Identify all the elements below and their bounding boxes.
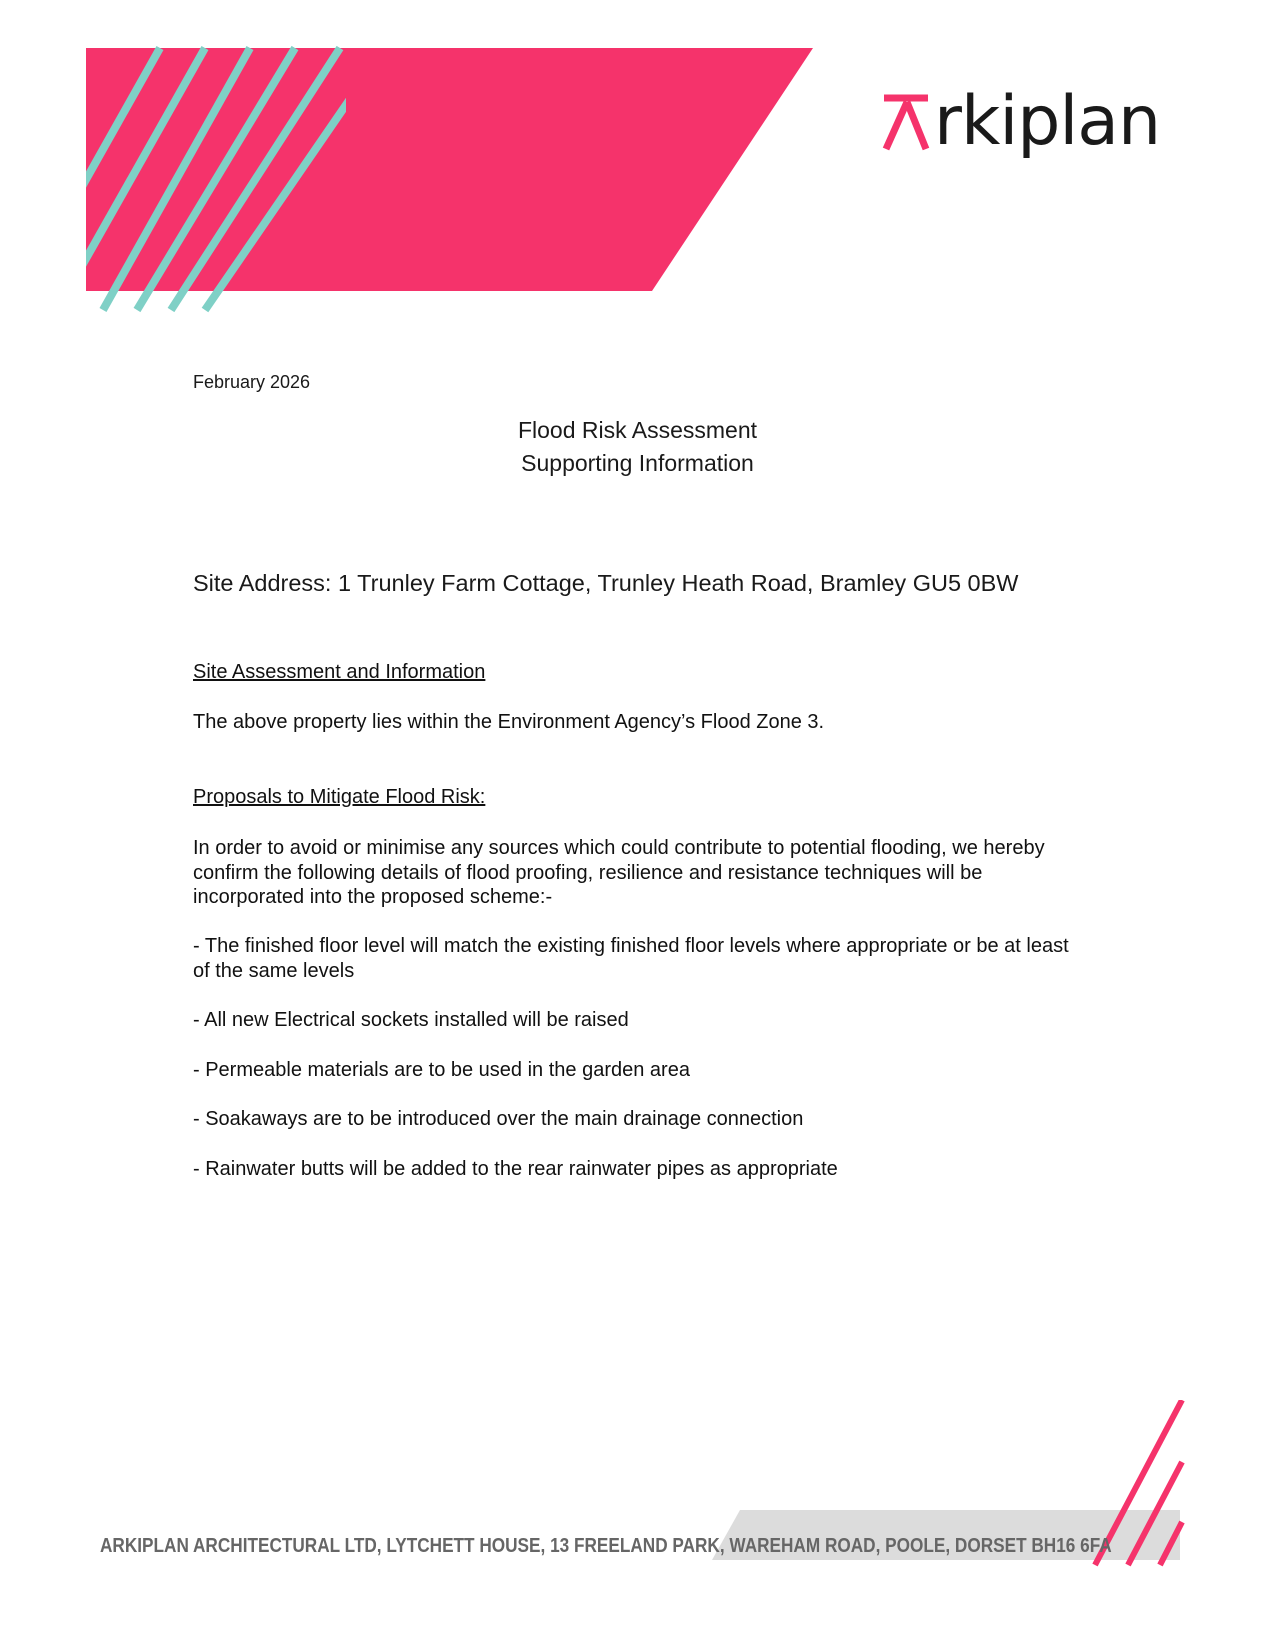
proposals-intro-paragraph: In order to avoid or minimise any sources which could contribute to potential flooding, we hereby confirm the following details of flood proofing, resilience and resistance techniques will be incorporated into the proposed scheme:- — [193, 837, 1045, 908]
site-address: Site Address: 1 Trunley Farm Cottage, Trunley Heath Road, Bramley GU5 0BW — [193, 570, 1019, 596]
section-heading-site-assessment: Site Assessment and Information — [193, 661, 486, 683]
header-banner-graphic — [0, 0, 1275, 330]
list-item: - The finished floor level will match the existing finished floor levels where appropriate or be at least of the same levels — [193, 935, 1069, 982]
title-line-1: Flood Risk Assessment — [517, 417, 758, 443]
list-item: - Rainwater butts will be added to the rear rainwater pipes as appropriate — [193, 1157, 838, 1180]
header-pink-band — [86, 48, 813, 291]
list-item: - All new Electrical sockets installed will be raised — [193, 1009, 629, 1031]
arkiplan-logo — [880, 82, 1160, 162]
footer-company-address: ARKIPLAN ARCHITECTURAL LTD, LYTCHETT HOUSE, 13 FREELAND PARK, WAREHAM ROAD, POOLE, DORSET BH16 6FA — [100, 1535, 1112, 1557]
logo-wordmark: rkiplan — [934, 82, 1161, 161]
proposals-list — [193, 934, 1073, 1206]
document-title — [0, 414, 1275, 480]
section-heading-proposals: Proposals to Mitigate Flood Risk: — [193, 786, 486, 808]
document-date: February 2026 — [193, 372, 311, 392]
section-text-flood-zone: The above property lies within the Environment Agency’s Flood Zone 3. — [193, 711, 825, 733]
title-line-2: Supporting Information — [521, 450, 754, 476]
arrow-a-icon — [880, 93, 932, 151]
list-item: - Permeable materials are to be used in the garden area — [193, 1058, 690, 1081]
list-item: - Soakaways are to be introduced over the main drainage connection — [193, 1108, 804, 1130]
